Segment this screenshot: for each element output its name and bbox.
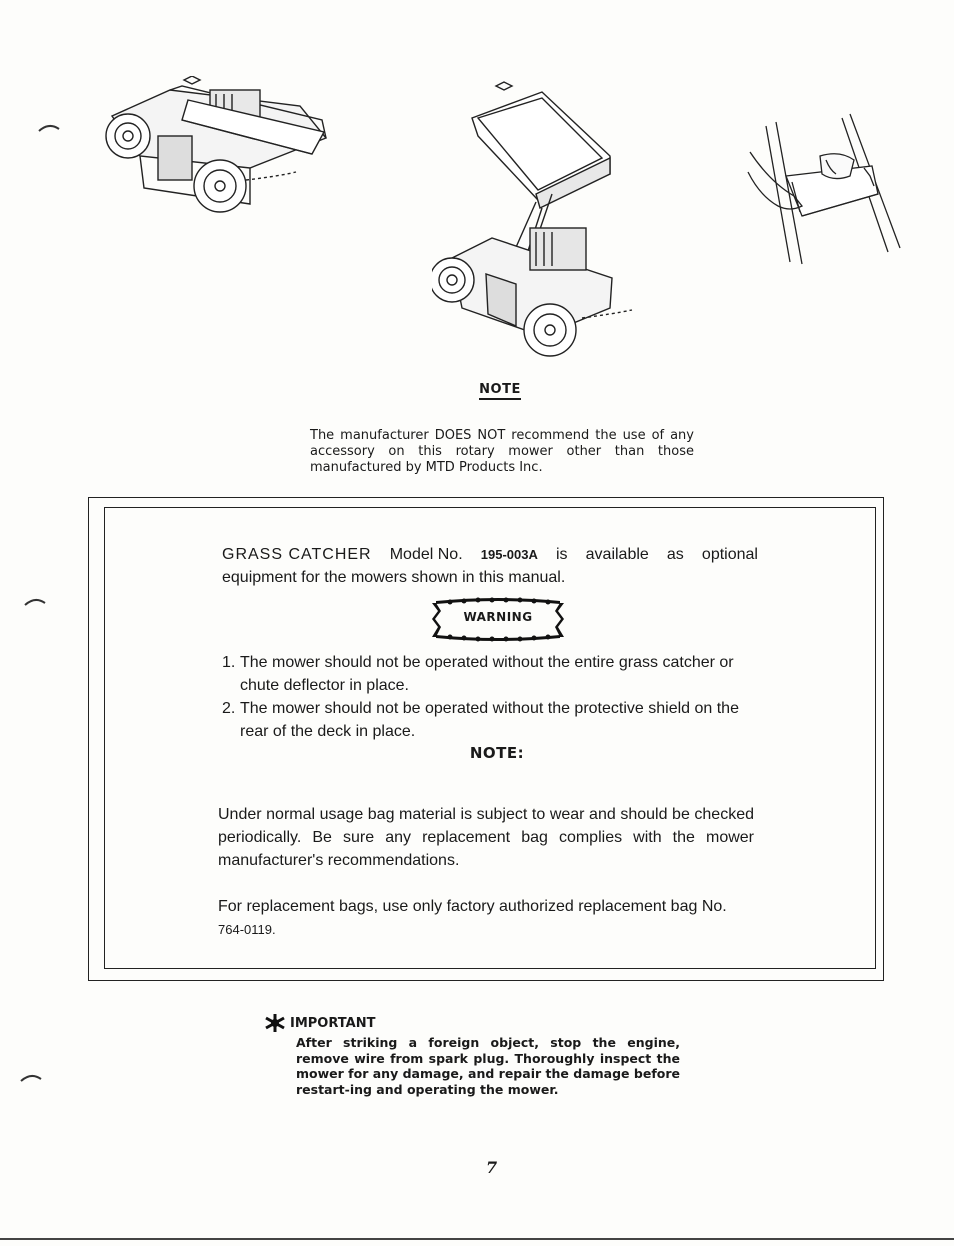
punch-hole-mark bbox=[38, 124, 60, 132]
model-prefix: Model No. bbox=[389, 546, 463, 563]
warning-banner bbox=[428, 595, 568, 643]
note-heading-2: NOTE: bbox=[469, 744, 525, 762]
note-text: The manufacturer DOES NOT recommend the use of any accessory on this rotary mower other than those manufactured by MTD Products Inc. bbox=[310, 428, 694, 475]
warning-rules-list bbox=[222, 651, 762, 743]
text-word: is bbox=[555, 546, 568, 563]
list-item-number: 1. bbox=[222, 654, 236, 671]
text-word: available bbox=[585, 546, 649, 563]
usage-paragraph: Under normal usage bag material is subject to wear and should be checked periodically. Be sure any replacement bag complies with the mower manufacturer's recommendations. bbox=[218, 806, 754, 869]
model-number: 195-003A bbox=[480, 547, 538, 562]
grass-catcher-line2: equipment for the mowers shown in this manual. bbox=[222, 569, 566, 586]
list-item-text: The mower should not be operated without the entire grass catcher or chute deflector in place. bbox=[240, 654, 734, 694]
list-item-number: 2. bbox=[222, 700, 236, 717]
hands-handle-illustration bbox=[730, 112, 904, 268]
text-word: as bbox=[666, 546, 684, 563]
replacement-text: For replacement bags, use only factory authorized replacement bag No. bbox=[218, 898, 727, 915]
replacement-paragraph bbox=[218, 895, 758, 941]
important-heading bbox=[264, 1013, 375, 1033]
mower-handle-up-illustration bbox=[432, 78, 636, 360]
bottom-edge-line bbox=[0, 1238, 954, 1240]
list-item bbox=[222, 651, 762, 697]
page-number: 7 bbox=[486, 1158, 498, 1177]
important-label: IMPORTANT bbox=[290, 1015, 376, 1031]
important-text: After striking a foreign object, stop the engine, remove wire from spark plug. Thoroughly inspect the mower for any damage, and repair the damage before restart-ing and operating the mower. bbox=[296, 1035, 680, 1097]
note-heading: NOTE bbox=[0, 382, 954, 397]
list-item-text: The mower should not be operated without the protective shield on the rear of the deck in place. bbox=[240, 700, 739, 740]
mower-folded-illustration bbox=[100, 76, 340, 218]
list-item bbox=[222, 697, 762, 743]
grass-catcher-text bbox=[222, 543, 758, 589]
warning-label: WARNING bbox=[463, 610, 533, 624]
text-word: optional bbox=[701, 546, 758, 563]
replacement-bag-number: 764-0119. bbox=[218, 922, 276, 937]
punch-hole-mark bbox=[24, 598, 46, 606]
grass-catcher-label: GRASS CATCHER bbox=[222, 546, 372, 563]
starburst-icon bbox=[264, 1013, 286, 1033]
punch-hole-mark bbox=[20, 1074, 42, 1082]
